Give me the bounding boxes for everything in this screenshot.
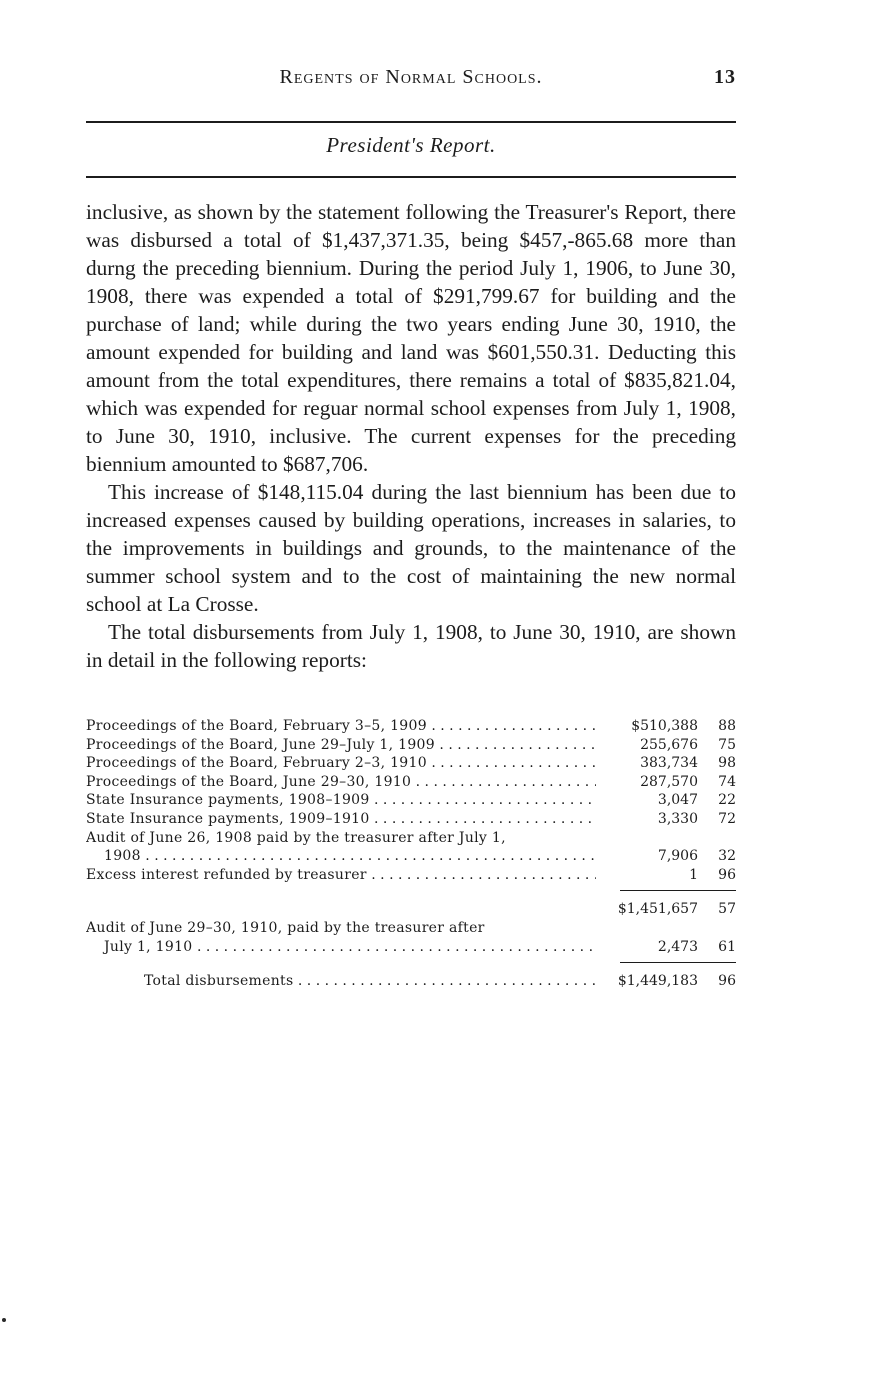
ledger-row <box>86 791 736 810</box>
subtotal-cents: 57 <box>718 901 736 918</box>
header-rule-top <box>86 121 736 123</box>
ledger-dollars: 7,906 <box>657 848 698 865</box>
ledger-cents: 96 <box>718 866 736 883</box>
ledger-description-continued: 1908 . . . <box>86 847 596 866</box>
ledger-description: Audit of June 26, 1908 paid by the treasurer after July 1, <box>86 829 506 846</box>
adjustment-row-continuation <box>86 938 736 957</box>
ledger-description: Proceedings of the Board, February 3–5, 1909 . . . <box>86 717 596 736</box>
adjustment-dollars: 2,473 <box>657 938 698 955</box>
ledger-cents: 32 <box>718 848 736 865</box>
section-title: President's Report. <box>326 133 496 157</box>
report-body <box>86 198 736 674</box>
paragraph-continued: inclusive, as shown by the statement following the Treasurer's Report, there was disbursed a total of $1,437,371.35, being $457,-865.68 more than durng the preceding biennium. During the period July 1, 1906, to June 30, 1908, there was expended a total of $291,799.67 for building and the purchase of land; while during the two years ending June 30, 1910, the amount expended for building and land was $601,550.31. Deducting this amount from the total expenditures, there remains a total of $835,821.04, which was expended for reguar normal school expenses from July 1, 1908, to June 30, 1910, inclusive. The current expenses for the preceding biennium amounted to $687,706. <box>86 200 736 476</box>
ledger-row <box>86 866 736 885</box>
ledger-cents: 75 <box>718 736 736 753</box>
page-number: 13 <box>714 66 736 88</box>
total-row <box>86 972 736 991</box>
paragraph-disbursements-intro: The total disbursements from July 1, 1908, to June 30, 1910, are shown in detail in the following reports: <box>86 620 736 672</box>
ledger-dollars: 1 <box>689 866 698 883</box>
ledger-description: Proceedings of the Board, June 29–30, 1910 . . . <box>86 773 596 792</box>
ledger-description: State Insurance payments, 1909–1910 . . . <box>86 810 596 829</box>
ledger-cents: 74 <box>718 773 736 790</box>
ledger-cents: 22 <box>718 792 736 809</box>
running-head <box>86 66 736 96</box>
ledger-cents: 72 <box>718 810 736 827</box>
adjustment-row-first-line <box>86 919 736 938</box>
paragraph-increase: This increase of $148,115.04 during the last biennium has been due to increased expenses caused by building operations, increases in salaries, to the improvements in buildings and grounds, to the maintenance of the summer school system and to the cost of maintaining the new normal school at La Crosse. <box>86 480 736 616</box>
ledger-row <box>86 754 736 773</box>
ledger-row-continuation <box>86 847 736 866</box>
total-dollars: $1,449,183 <box>617 973 698 990</box>
ledger-cents: 98 <box>718 755 736 772</box>
ledger-description: State Insurance payments, 1908–1909 . . . <box>86 791 596 810</box>
ledger-row <box>86 773 736 792</box>
total-label: Total disbursements . . . <box>86 972 596 991</box>
running-title: Regents of Normal Schools. <box>279 66 543 88</box>
ledger-dollars: 255,676 <box>640 736 698 753</box>
scan-speck <box>2 1318 6 1322</box>
subtotal-row <box>86 900 736 919</box>
adjustment-cents: 61 <box>718 938 736 955</box>
ledger-dollars: 3,330 <box>657 810 698 827</box>
adjustment-description-continued: July 1, 1910 . . . <box>86 938 596 957</box>
ledger-row <box>86 736 736 755</box>
total-cents: 96 <box>718 973 736 990</box>
ledger-dollars: $510,388 <box>631 718 698 734</box>
ledger-description: Proceedings of the Board, June 29–July 1, 1909 . . . <box>86 736 596 755</box>
subtotal-dollars: $1,451,657 <box>617 901 698 918</box>
header-rule-bottom <box>86 176 736 178</box>
ledger-description: Excess interest refunded by treasurer . . . <box>86 866 596 885</box>
ledger-description: Proceedings of the Board, February 2–3, 1910 . . . <box>86 754 596 773</box>
ledger-row <box>86 717 736 736</box>
adjustment-description: Audit of June 29–30, 1910, paid by the treasurer after <box>86 919 485 936</box>
ledger-dollars: 287,570 <box>640 773 698 790</box>
ledger-cents: 88 <box>718 718 736 734</box>
ledger-row-first-line <box>86 829 736 848</box>
ledger-dollars: 383,734 <box>640 755 698 772</box>
ledger-row <box>86 810 736 829</box>
ledger-dollars: 3,047 <box>657 792 698 809</box>
disbursements-ledger <box>86 717 736 991</box>
